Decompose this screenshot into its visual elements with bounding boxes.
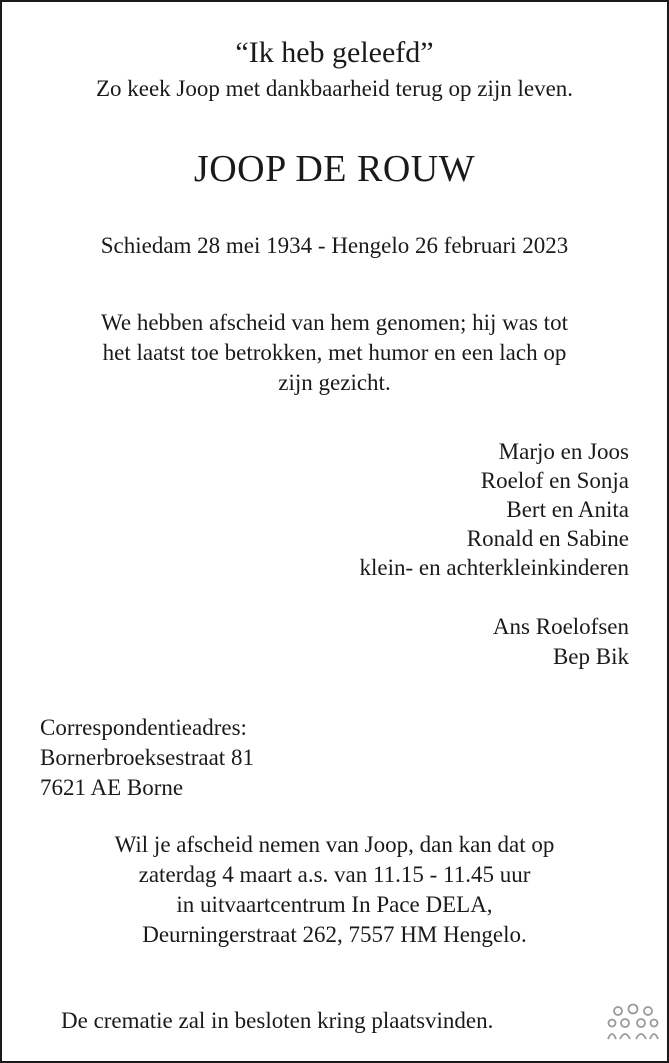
life-dates: Schiedam 28 mei 1934 - Hengelo 26 februari 2023 xyxy=(100,233,569,258)
closing-line: De crematie zal in besloten kring plaatsvinden. xyxy=(61,1008,494,1033)
deceased-name: JOOP DE ROUW xyxy=(193,148,476,190)
other-relative: Ans Roelofsen xyxy=(492,614,629,639)
address-line: Correspondentieadres: xyxy=(40,715,247,740)
farewell-line: Deurningerstraat 262, 7557 HM Hengelo. xyxy=(142,922,527,947)
other-relative: Bep Bik xyxy=(552,644,629,669)
family-member: Marjo en Joos xyxy=(498,439,629,464)
family-member: Roelof en Sonja xyxy=(480,468,629,493)
farewell-line: zaterdag 4 maart a.s. van 11.15 - 11.45 uur xyxy=(138,862,531,887)
address-line: Bornerbroeksestraat 81 xyxy=(40,745,254,770)
address-line: 7621 AE Borne xyxy=(40,775,184,800)
farewell-line: Wil je afscheid nemen van Joop, dan kan dat op xyxy=(114,832,555,857)
message-line: het laatst toe betrokken, met humor en een lach op xyxy=(102,340,567,365)
message-line: zijn gezicht. xyxy=(278,370,391,395)
dela-people-circles-icon xyxy=(605,1003,661,1043)
message-line: We hebben afscheid van hem genomen; hij was tot xyxy=(101,310,568,335)
motto-quote: “Ik heb geleefd” xyxy=(235,36,434,69)
family-member: Bert en Anita xyxy=(506,497,629,522)
motto-subline: Zo keek Joop met dankbaarheid terug op zijn leven. xyxy=(95,76,574,101)
farewell-line: in uitvaartcentrum In Pace DELA, xyxy=(176,892,493,917)
family-member: klein- en achterkleinkinderen xyxy=(359,555,629,580)
family-member: Ronald en Sabine xyxy=(466,526,629,551)
